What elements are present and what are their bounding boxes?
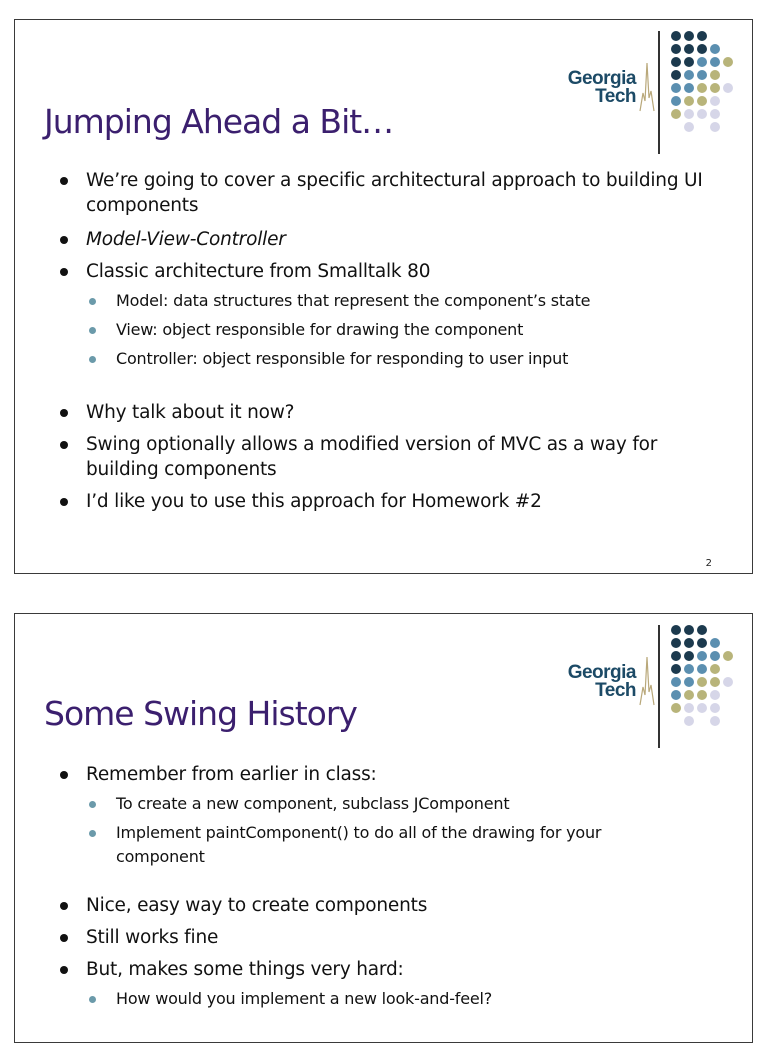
logo-dot xyxy=(697,690,707,700)
logo-text-tech: Tech xyxy=(595,86,636,107)
logo-dot xyxy=(671,109,681,119)
logo-dot xyxy=(697,651,707,661)
logo-dot xyxy=(684,677,694,687)
bullet-item: Model-View-Controller xyxy=(59,227,719,252)
logo-dot xyxy=(684,638,694,648)
logo-dot xyxy=(710,638,720,648)
bullet-item: Nice, easy way to create components xyxy=(59,893,719,918)
logo-dot xyxy=(684,57,694,67)
logo-dot xyxy=(684,651,694,661)
logo-dot xyxy=(697,96,707,106)
logo-divider xyxy=(658,31,660,154)
logo-dot xyxy=(697,109,707,119)
bullet-item: I’d like you to use this approach for Homework #2 xyxy=(59,489,719,514)
bullet-list xyxy=(59,168,719,514)
sub-bullet-item: Controller: object responsible for responding to user input xyxy=(88,347,719,371)
logo-dot xyxy=(671,83,681,93)
logo-dot xyxy=(710,83,720,93)
logo-dot xyxy=(697,703,707,713)
slide-title: Jumping Ahead a Bit… xyxy=(44,102,394,141)
logo-dot xyxy=(684,70,694,80)
slide-title: Some Swing History xyxy=(44,694,357,733)
logo-divider xyxy=(658,625,660,748)
logo-dot xyxy=(671,625,681,635)
bullet-item: Swing optionally allows a modified version of MVC as a way for building components xyxy=(59,432,719,482)
logo-dot xyxy=(684,703,694,713)
page-number: 2 xyxy=(705,558,712,569)
logo-dot xyxy=(671,57,681,67)
logo-dot xyxy=(710,664,720,674)
logo-dot xyxy=(697,664,707,674)
logo-dot xyxy=(684,625,694,635)
logo-dot xyxy=(710,44,720,54)
logo-dot xyxy=(697,625,707,635)
logo-dot xyxy=(697,638,707,648)
georgia-tech-logo xyxy=(547,622,747,752)
logo-dot xyxy=(723,57,733,67)
logo-dot xyxy=(684,83,694,93)
logo-dot xyxy=(710,703,720,713)
logo-dot xyxy=(671,651,681,661)
logo-dot xyxy=(697,83,707,93)
logo-dot xyxy=(684,109,694,119)
logo-dot xyxy=(684,664,694,674)
sub-bullet-item: How would you implement a new look-and-feel? xyxy=(88,987,719,1011)
bullet-item: Classic architecture from Smalltalk 80 xyxy=(59,259,719,284)
logo-dot xyxy=(684,122,694,132)
logo-dot xyxy=(684,690,694,700)
bullet-item: We’re going to cover a specific architectural approach to building UI components xyxy=(59,168,719,218)
bullet-list xyxy=(59,762,719,1011)
bullet-item: Still works fine xyxy=(59,925,719,950)
logo-dot xyxy=(710,109,720,119)
logo-dot xyxy=(710,57,720,67)
logo-dot xyxy=(684,716,694,726)
logo-dot xyxy=(697,31,707,41)
sub-bullet-item: View: object responsible for drawing the component xyxy=(88,318,719,342)
bullet-item: Why talk about it now? xyxy=(59,400,719,425)
sub-bullet-item: Model: data structures that represent the component’s state xyxy=(88,289,719,313)
logo-dot xyxy=(697,70,707,80)
bullet-item: But, makes some things very hard: xyxy=(59,957,719,982)
logo-text-georgia: Georgia xyxy=(567,68,636,89)
logo-text-tech: Tech xyxy=(595,680,636,701)
logo-dot xyxy=(710,690,720,700)
logo-dot xyxy=(723,677,733,687)
logo-dot xyxy=(684,31,694,41)
logo-dot xyxy=(671,703,681,713)
logo-dot xyxy=(671,96,681,106)
logo-dot xyxy=(710,651,720,661)
logo-dot xyxy=(684,96,694,106)
logo-dot xyxy=(723,651,733,661)
logo-dot xyxy=(671,690,681,700)
logo-dot xyxy=(710,716,720,726)
logo-dot xyxy=(710,122,720,132)
logo-dot xyxy=(671,31,681,41)
sub-bullet-item: Implement paintComponent() to do all of the drawing for your component xyxy=(88,821,719,869)
logo-dot xyxy=(710,96,720,106)
logo-dot xyxy=(684,44,694,54)
logo-dot xyxy=(671,664,681,674)
logo-spike-icon xyxy=(638,53,656,113)
logo-dot xyxy=(723,83,733,93)
logo-dot xyxy=(671,70,681,80)
logo-spike-icon xyxy=(638,647,656,707)
logo-dot xyxy=(697,44,707,54)
logo-dot xyxy=(671,44,681,54)
logo-dot xyxy=(710,70,720,80)
slide-2 xyxy=(14,613,753,1043)
slide-1 xyxy=(14,19,753,574)
sub-bullet-item: To create a new component, subclass JComponent xyxy=(88,792,719,816)
bullet-item: Remember from earlier in class: xyxy=(59,762,719,787)
logo-dot xyxy=(671,638,681,648)
logo-text-georgia: Georgia xyxy=(567,662,636,683)
logo-dot xyxy=(697,677,707,687)
logo-dot xyxy=(710,677,720,687)
logo-dot xyxy=(697,57,707,67)
georgia-tech-logo xyxy=(547,28,747,158)
logo-dot xyxy=(671,677,681,687)
